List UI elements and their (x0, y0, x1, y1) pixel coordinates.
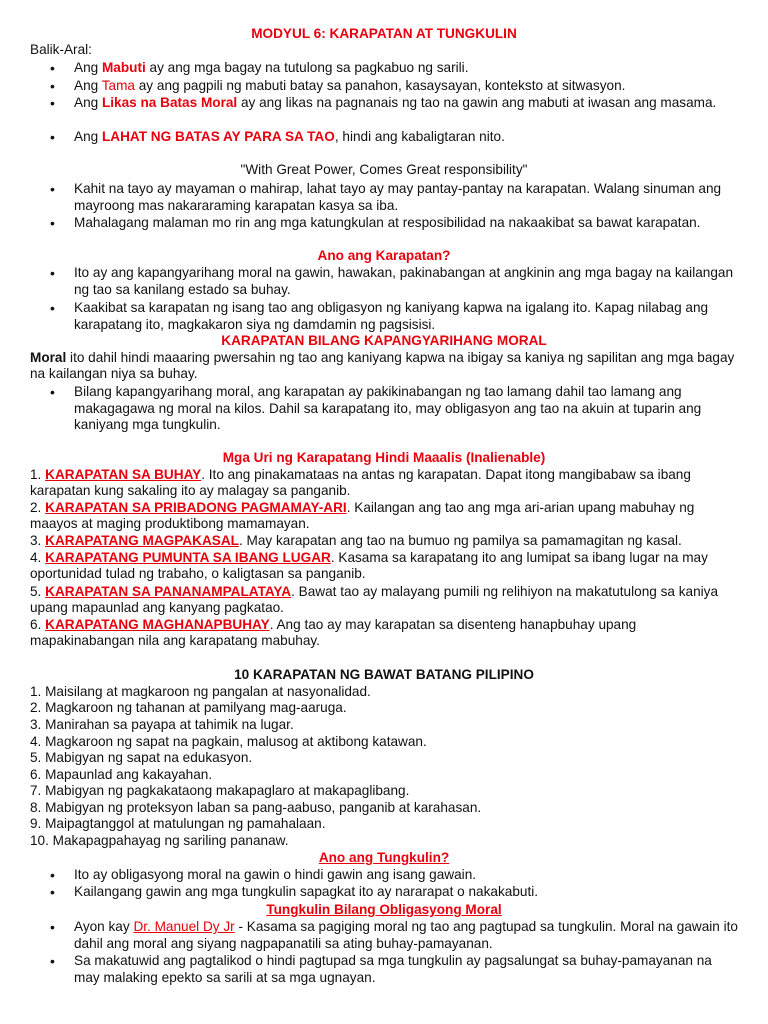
batang-pilipino-item: 7. Mabigyan ng pagkakataong makapaglaro at makapaglibang. (30, 783, 410, 798)
batang-pilipino-item: 10. Makapagpahayag ng sariling pananaw. (30, 833, 289, 848)
inalienable-item: 6. KARAPATANG MAGHANAPBUHAY. Ang tao ay may karapatan sa disenteng hanapbuhay upang mapakinabangan nila ang karapatang mabuhay. (30, 617, 637, 648)
document-title: MODYUL 6: KARAPATAN AT TUNGKULIN (251, 26, 517, 41)
obligasyong-moral-item: Sa makatuwid ang pagtalikod o hindi pagtupad sa mga tungkulin ay pagsalungat sa buhay-pamayanan na may malaking epekto sa sarili at sa mga ugnayan. (74, 953, 712, 985)
balik-aral-item: Ang Tama ay ang pagpili ng mabuti batay sa panahon, kasaysayan, konteksto at sitwasyon. (74, 78, 626, 93)
quote-item: Kahit na tayo ay mayaman o mahirap, lahat tayo ay may pantay-pantay na karapatan. Walang sinuman ang mayroong mas nakararaming karapatan kasya sa iba. (74, 181, 722, 213)
karapatan-heading: Ano ang Karapatan? (317, 248, 451, 263)
quote-item: Mahalagang malaman mo rin ang mga katungkulan at resposibilidad na nakaakibat sa bawat karapatan. (74, 215, 701, 230)
batang-pilipino-item: 5. Mabigyan ng sapat na edukasyon. (30, 750, 253, 765)
batang-pilipino-item: 8. Mabigyan ng proteksyon laban sa pang-aabuso, panganib at karahasan. (30, 800, 482, 815)
quote-line: "With Great Power, Comes Great responsibility" (240, 162, 528, 177)
bullet-icon: • (50, 884, 55, 900)
inalienable-item: 5. KARAPATAN SA PANANAMPALATAYA. Bawat tao ay malayang pumili ng relihiyon na makatutulong sa kaniya upang mapaunlad ang kanyang pagkatao. (30, 584, 719, 615)
bullet-icon: • (50, 919, 55, 935)
bullet-icon: • (50, 953, 55, 969)
batang-pilipino-item: 4. Magkaroon ng sapat na pagkain, malusog at aktibong katawan. (30, 734, 427, 749)
balik-aral-item: Ang Mabuti ay ang mga bagay na tutulong sa pagkabuo ng sarili. (74, 60, 469, 75)
bullet-icon: • (50, 181, 55, 197)
batang-pilipino-heading: 10 KARAPATAN NG BAWAT BATANG PILIPINO (234, 667, 534, 682)
bullet-icon: • (50, 867, 55, 883)
tungkulin-item: Ito ay obligasyong moral na gawin o hindi gawin ang isang gawain. (74, 867, 477, 882)
batang-pilipino-item: 1. Maisilang at magkaroon ng pangalan at nasyonalidad. (30, 684, 371, 699)
bullet-icon: • (50, 78, 55, 94)
moral-item: Bilang kapangyarihang moral, ang karapatan ay pakikinabangan ng tao lamang dahil tao lamang ang makagagawa ng moral na kilos. Dahil sa karapatang ito, may obligasyon ang tao na akuin at tuparin ang kaniyang mga tungkulin. (74, 384, 702, 432)
tungkulin-heading: Ano ang Tungkulin? (318, 850, 450, 865)
inalienable-item: 4. KARAPATANG PUMUNTA SA IBANG LUGAR. Kasama sa karapatang ito ang lumipat sa ibang lugar na may oportunidad tulad ng trabaho, o kaligtasan sa panganib. (30, 550, 708, 581)
bullet-icon: • (50, 384, 55, 400)
bullet-icon: • (50, 129, 55, 145)
inalienable-heading: Mga Uri ng Karapatang Hindi Maaalis (Inalienable) (222, 450, 546, 465)
inalienable-item: 2. KARAPATAN SA PRIBADONG PAGMAMAY-ARI. Kailangan ang tao ang mga ari-arian upang mabuhay ng maayos at maging produktibong mamamayan. (30, 500, 695, 531)
tungkulin-item: Kailangang gawin ang mga tungkulin sapagkat ito ay nararapat o nakakabuti. (74, 884, 539, 899)
bullet-icon: • (50, 60, 55, 76)
balik-aral-label: Balik-Aral: (30, 42, 92, 57)
karapatan-item: Kaakibat sa karapatan ng isang tao ang obligasyon ng kaniyang kapwa na igalang ito. Kapag nilabag ang karapatang ito, magkakaron siya ng damdamin ng pagsisisi. (74, 300, 709, 332)
balik-aral-item: Ang LAHAT NG BATAS AY PARA SA TAO, hindi ang kabaligtaran nito. (74, 129, 505, 144)
balik-aral-item: Ang Likas na Batas Moral ay ang likas na pagnanais ng tao na gawin ang mabuti at iwasan ang masama. (74, 95, 717, 110)
kapangyarihang-moral-heading: KARAPATAN BILANG KAPANGYARIHANG MORAL (221, 333, 547, 348)
moral-paragraph: Moral ito dahil hindi maaaring pwersahin ng tao ang kaniyang kapwa na ibigay sa kaniya ng sapilitan ang mga bagay na kailangan niya sa buhay. (30, 350, 735, 381)
obligasyong-moral-item: Ayon kay Dr. Manuel Dy Jr - Kasama sa pagiging moral ng tao ang pagtupad sa tungkulin. Moral na gawain ito dahil ang moral ang siyang nagpapanatili sa ating buhay-pamayanan. (74, 919, 738, 951)
bullet-icon: • (50, 265, 55, 281)
bullet-icon: • (50, 215, 55, 231)
bullet-icon: • (50, 300, 55, 316)
karapatan-item: Ito ay ang kapangyarihang moral na gawin, hawakan, pakinabangan at angkinin ang mga bagay na kailangan ng tao sa kanilang estado sa buhay. (74, 265, 734, 297)
author-link[interactable]: Dr. Manuel Dy Jr (133, 919, 235, 934)
inalienable-item: 1. KARAPATAN SA BUHAY. Ito ang pinakamataas na antas ng karapatan. Dapat itong mangibabaw sa ibang karapatan kung sakaling ito ay malagay sa panganib. (30, 467, 691, 498)
batang-pilipino-item: 9. Maipagtanggol at matulungan ng pamahalaan. (30, 816, 326, 831)
bullet-icon: • (50, 95, 55, 111)
batang-pilipino-item: 6. Mapaunlad ang kakayahan. (30, 767, 213, 782)
batang-pilipino-item: 3. Manirahan sa payapa at tahimik na lugar. (30, 717, 294, 732)
obligasyong-moral-heading: Tungkulin Bilang Obligasyong Moral (266, 902, 502, 917)
batang-pilipino-item: 2. Magkaroon ng tahanan at pamilyang mag-aaruga. (30, 700, 347, 715)
inalienable-item: 3. KARAPATANG MAGPAKASAL. May karapatan ang tao na bumuo ng pamilya sa pamamagitan ng kasal. (30, 533, 682, 548)
